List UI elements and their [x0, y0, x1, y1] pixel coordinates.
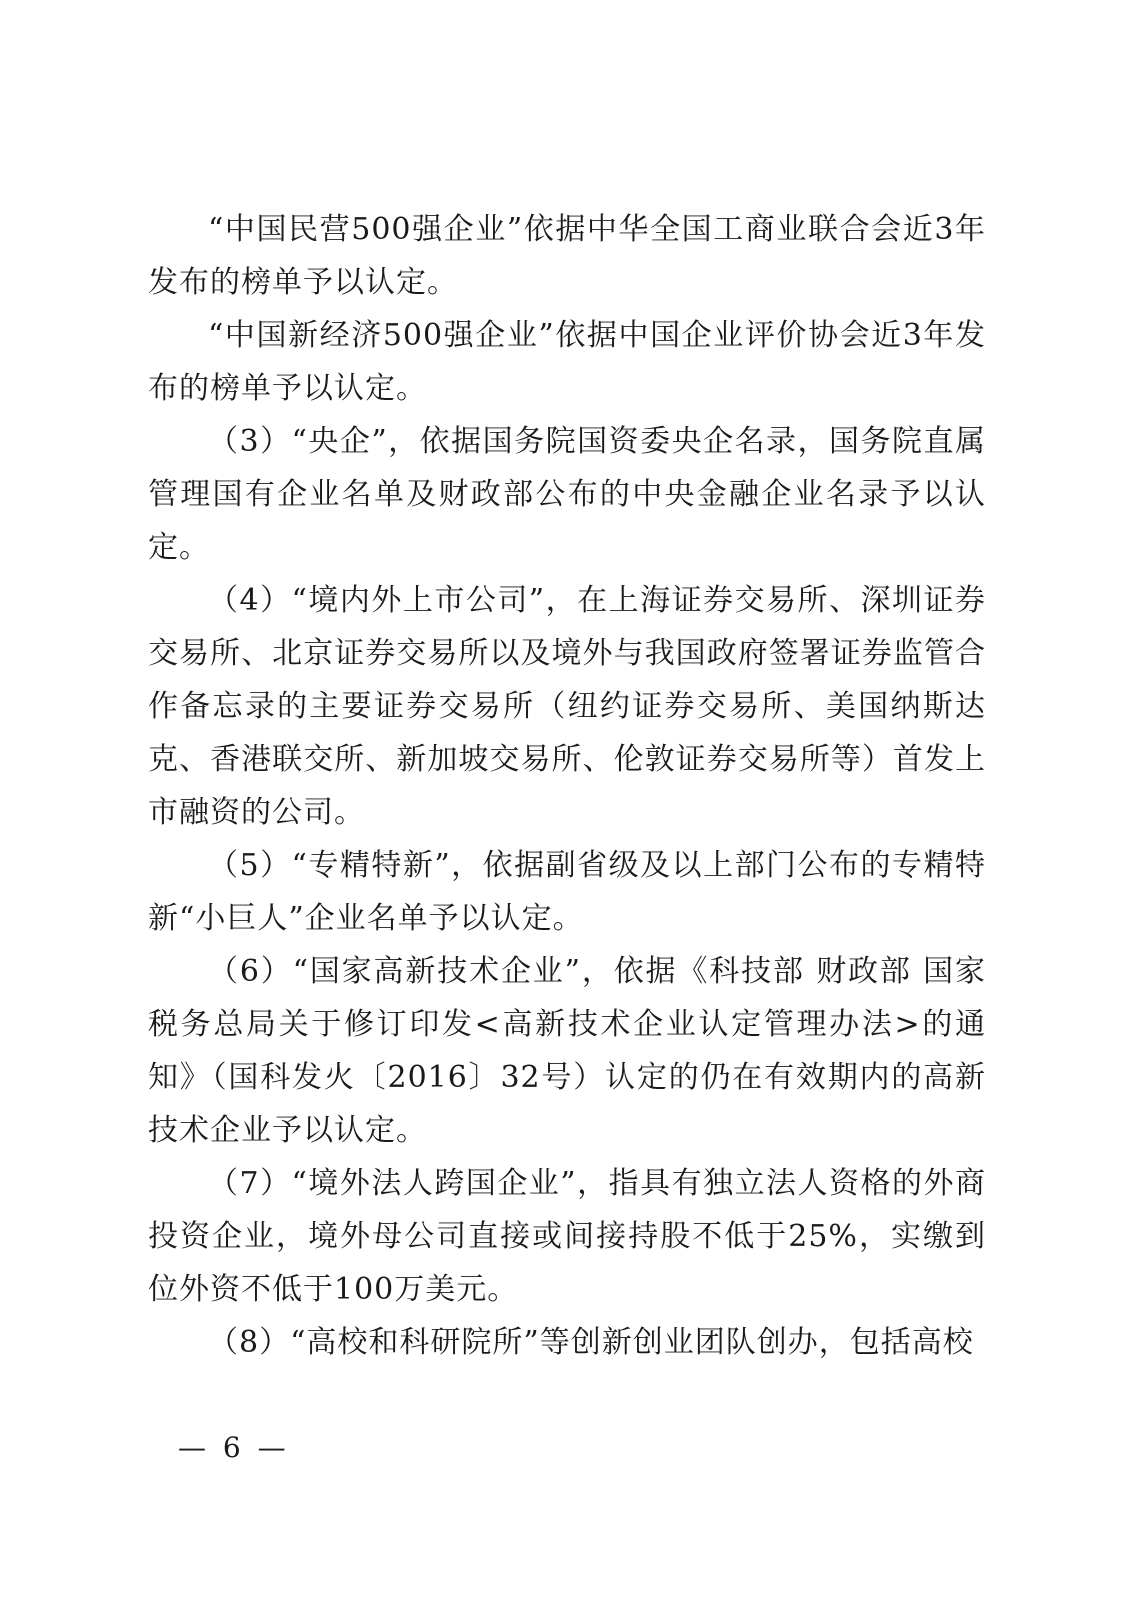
paragraph-multinational: （7）“境外法人跨国企业”，指具有独立法人资格的外商投资企业，境外母公司直接或间接持股不低于25%，实缴到位外资不低于100万美元。 — [148, 1166, 986, 1307]
paragraph-private-500: “中国民营500强企业”依据中华全国工商业联合会近3年发布的榜单予以认定。 — [148, 212, 986, 300]
paragraph-specialized-new: （5）“专精特新”，依据副省级及以上部门公布的专精特新“小巨人”企业名单予以认定。 — [148, 848, 986, 936]
paragraph-universities: （8）“高校和科研院所”等创新创业团队创办，包括高校 — [208, 1325, 974, 1360]
paragraph-central-enterprises: （3）“央企”，依据国务院国资委央企名录，国务院直属管理国有企业名单及财政部公布的中央金融企业名录予以认定。 — [148, 424, 986, 565]
paragraph-new-economy-500: “中国新经济500强企业”依据中国企业评价协会近3年发布的榜单予以认定。 — [148, 318, 986, 406]
document-body — [148, 203, 986, 1369]
paragraph-high-tech: （6）“国家高新技术企业”，依据《科技部 财政部 国家税务总局关于修订印发<高新技术企业认定管理办法>的通知》（国科发火〔2016〕32号）认定的仍在有效期内的高新技术企业予以认定。 — [148, 954, 986, 1148]
paragraph-listed-companies: （4）“境内外上市公司”，在上海证券交易所、深圳证券交易所、北京证券交易所以及境外与我国政府签署证券监管合作备忘录的主要证券交易所（纽约证券交易所、美国纳斯达克、香港联交所、新加坡交易所、伦敦证券交易所等）首发上市融资的公司。 — [148, 583, 986, 830]
page-number: — 6 — — [178, 1431, 290, 1464]
